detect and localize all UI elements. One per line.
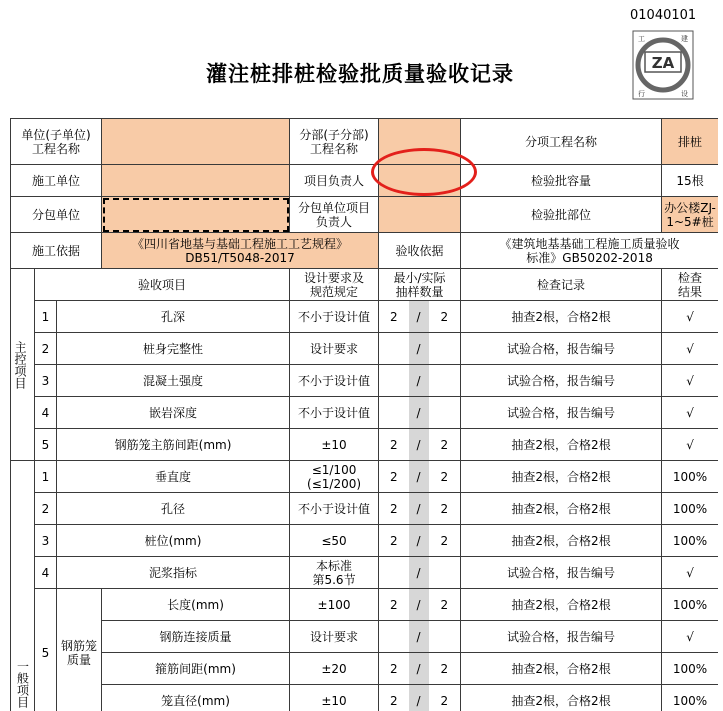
general-row-design[interactable]: 不小于设计值	[290, 493, 379, 525]
main-row-design[interactable]: 不小于设计值	[290, 301, 379, 333]
general-row-no[interactable]: 2	[35, 493, 57, 525]
main-row-result[interactable]: √	[662, 333, 718, 365]
general-row-name[interactable]: 桩位(mm)	[57, 525, 290, 557]
main-row-min[interactable]	[379, 333, 409, 365]
cage-row-sep[interactable]: /	[409, 685, 429, 711]
cage-row-design[interactable]: ±100	[290, 589, 379, 621]
main-row-design[interactable]: 不小于设计值	[290, 365, 379, 397]
page-title: 灌注桩排桩检验批质量验收记录	[206, 62, 514, 86]
cage-row-result[interactable]: 100%	[662, 685, 718, 711]
main-row-sep[interactable]: /	[409, 397, 429, 429]
general-row-result[interactable]: √	[662, 557, 718, 589]
subcontract-value[interactable]	[102, 197, 290, 233]
main-row-actual[interactable]: 2	[429, 301, 461, 333]
cage-row-min[interactable]: 2	[379, 685, 409, 711]
general-row-design[interactable]: 本标准 第5.6节	[290, 557, 379, 589]
main-row-name[interactable]: 孔深	[57, 301, 290, 333]
main-row-record[interactable]: 抽查2根，合格2根	[461, 429, 662, 461]
cage-row-name[interactable]: 钢筋连接质量	[102, 621, 290, 653]
general-row-record[interactable]: 抽查2根，合格2根	[461, 461, 662, 493]
main-row-min[interactable]	[379, 397, 409, 429]
general-row-actual[interactable]: 2	[429, 525, 461, 557]
general-row-result[interactable]: 100%	[662, 461, 718, 493]
cage-row-min[interactable]: 2	[379, 653, 409, 685]
annotation-circle	[371, 148, 477, 196]
general-row-result[interactable]: 100%	[662, 525, 718, 557]
main-row-min[interactable]: 2	[379, 429, 409, 461]
main-row-result[interactable]: √	[662, 365, 718, 397]
general-row-min[interactable]: 2	[379, 461, 409, 493]
general-row-actual[interactable]	[429, 557, 461, 589]
capacity-value[interactable]: 15根	[662, 165, 718, 197]
general-row-min[interactable]	[379, 557, 409, 589]
cage-group-no[interactable]: 5	[35, 589, 57, 711]
main-group-text: 主控项目	[13, 340, 27, 389]
general-row-design[interactable]: ≤50	[290, 525, 379, 557]
main-row-record[interactable]: 试验合格，报告编号	[461, 333, 662, 365]
general-group-label[interactable]	[11, 461, 35, 711]
basis-value[interactable]: 《四川省地基与基础工程施工工艺规程》 DB51/T5048-2017	[102, 233, 379, 269]
part-label[interactable]: 检验批部位	[461, 197, 662, 233]
cage-row-design[interactable]: ±10	[290, 685, 379, 711]
main-row-no[interactable]: 1	[35, 301, 57, 333]
builder-value[interactable]	[102, 165, 290, 197]
subcontract-label[interactable]: 分包单位	[11, 197, 102, 233]
general-row-actual[interactable]: 2	[429, 493, 461, 525]
general-row-sep[interactable]: /	[409, 525, 429, 557]
main-row-sep[interactable]: /	[409, 333, 429, 365]
manager-label[interactable]: 项目负责人	[290, 165, 379, 197]
accept-label[interactable]: 验收依据	[379, 233, 461, 269]
cage-row-actual[interactable]: 2	[429, 653, 461, 685]
general-row-name[interactable]: 垂直度	[57, 461, 290, 493]
main-row-result[interactable]: √	[662, 429, 718, 461]
main-row-design[interactable]: 不小于设计值	[290, 397, 379, 429]
general-row-sep[interactable]: /	[409, 557, 429, 589]
main-row-no[interactable]: 3	[35, 365, 57, 397]
cage-row-result[interactable]: 100%	[662, 589, 718, 621]
main-row-name[interactable]: 钢筋笼主筋间距(mm)	[57, 429, 290, 461]
cage-row-sep[interactable]: /	[409, 621, 429, 653]
main-row-no[interactable]: 5	[35, 429, 57, 461]
main-row-sep[interactable]: /	[409, 301, 429, 333]
svg-text:建: 建	[681, 35, 688, 43]
svg-text:工: 工	[638, 35, 645, 43]
part-value[interactable]: 办公楼ZJ-1~5#桩	[662, 197, 718, 233]
cage-row-record[interactable]: 试验合格，报告编号	[461, 621, 662, 653]
document-code: 01040101	[630, 8, 697, 23]
main-row-actual[interactable]	[429, 333, 461, 365]
cage-row-min[interactable]: 2	[379, 589, 409, 621]
cage-row-design[interactable]: ±20	[290, 653, 379, 685]
main-row-actual[interactable]: 2	[429, 429, 461, 461]
builder-label[interactable]: 施工单位	[11, 165, 102, 197]
cage-row-name[interactable]: 长度(mm)	[102, 589, 290, 621]
general-row-result[interactable]: 100%	[662, 493, 718, 525]
cage-group-name[interactable]: 钢筋笼 质量	[57, 589, 102, 711]
item-label[interactable]: 分项工程名称	[461, 119, 662, 165]
svg-text:设: 设	[681, 90, 688, 98]
cage-row-name[interactable]: 箍筋间距(mm)	[102, 653, 290, 685]
capacity-label[interactable]: 检验批容量	[461, 165, 662, 197]
general-row-design[interactable]: ≤1/100 (≤1/200)	[290, 461, 379, 493]
general-row-record[interactable]: 试验合格，报告编号	[461, 557, 662, 589]
unit-label[interactable]: 单位(子单位) 工程名称	[11, 119, 102, 165]
general-row-min[interactable]: 2	[379, 525, 409, 557]
main-row-design[interactable]: 设计要求	[290, 333, 379, 365]
general-group-text: 一般项目	[15, 660, 30, 708]
general-row-sep[interactable]: /	[409, 493, 429, 525]
cage-row-name[interactable]: 笼直径(mm)	[102, 685, 290, 711]
general-row-sep[interactable]: /	[409, 461, 429, 493]
cage-row-actual[interactable]	[429, 621, 461, 653]
svg-text:行: 行	[638, 90, 645, 98]
header-result[interactable]: 检查 结果	[662, 269, 718, 301]
sub-label[interactable]: 分部(子分部) 工程名称	[290, 119, 379, 165]
header-sample[interactable]: 最小/实际 抽样数量	[379, 269, 461, 301]
general-row-record[interactable]: 抽查2根，合格2根	[461, 525, 662, 557]
sub-manager-value[interactable]	[379, 197, 461, 233]
cage-row-record[interactable]: 抽查2根，合格2根	[461, 653, 662, 685]
svg-text:ZA: ZA	[651, 54, 675, 72]
main-group-label[interactable]	[11, 269, 35, 461]
general-row-no[interactable]: 1	[35, 461, 57, 493]
cage-row-record[interactable]: 抽查2根，合格2根	[461, 589, 662, 621]
main-row-no[interactable]: 4	[35, 397, 57, 429]
header-record[interactable]: 检查记录	[461, 269, 662, 301]
item-value[interactable]: 排桩	[662, 119, 718, 165]
general-row-no[interactable]: 3	[35, 525, 57, 557]
accept-value[interactable]: 《建筑地基基础工程施工质量验收 标准》GB50202-2018	[461, 233, 718, 269]
cage-row-result[interactable]: 100%	[662, 653, 718, 685]
main-row-actual[interactable]	[429, 365, 461, 397]
header-project[interactable]: 验收项目	[35, 269, 290, 301]
main-row-result[interactable]: √	[662, 301, 718, 333]
general-row-name[interactable]: 泥浆指标	[57, 557, 290, 589]
main-row-no[interactable]: 2	[35, 333, 57, 365]
general-row-record[interactable]: 抽查2根，合格2根	[461, 493, 662, 525]
unit-value[interactable]	[102, 119, 290, 165]
general-row-no[interactable]: 4	[35, 557, 57, 589]
main-row-sep[interactable]: /	[409, 365, 429, 397]
main-row-min[interactable]	[379, 365, 409, 397]
inspection-sheet	[10, 118, 718, 711]
main-row-sep[interactable]: /	[409, 429, 429, 461]
inspection-table	[10, 118, 718, 711]
cage-row-design[interactable]: 设计要求	[290, 621, 379, 653]
cage-row-result[interactable]: √	[662, 621, 718, 653]
cage-row-actual[interactable]: 2	[429, 685, 461, 711]
cage-row-actual[interactable]: 2	[429, 589, 461, 621]
cage-row-min[interactable]	[379, 621, 409, 653]
main-row-name[interactable]: 桩身完整性	[57, 333, 290, 365]
general-row-min[interactable]: 2	[379, 493, 409, 525]
main-row-record[interactable]: 抽查2根，合格2根	[461, 301, 662, 333]
main-row-record[interactable]: 试验合格，报告编号	[461, 365, 662, 397]
cage-row-sep[interactable]: /	[409, 653, 429, 685]
main-row-name[interactable]: 嵌岩深度	[57, 397, 290, 429]
main-row-design[interactable]: ±10	[290, 429, 379, 461]
main-row-min[interactable]: 2	[379, 301, 409, 333]
cage-row-record[interactable]: 抽查2根，合格2根	[461, 685, 662, 711]
header-design[interactable]: 设计要求及 规范规定	[290, 269, 379, 301]
sub-manager-label[interactable]: 分包单位项目 负责人	[290, 197, 379, 233]
basis-label[interactable]: 施工依据	[11, 233, 102, 269]
general-row-name[interactable]: 孔径	[57, 493, 290, 525]
main-row-record[interactable]: 试验合格，报告编号	[461, 397, 662, 429]
main-row-result[interactable]: √	[662, 397, 718, 429]
main-row-actual[interactable]	[429, 397, 461, 429]
cage-row-sep[interactable]: /	[409, 589, 429, 621]
main-row-name[interactable]: 混凝土强度	[57, 365, 290, 397]
general-row-actual[interactable]: 2	[429, 461, 461, 493]
